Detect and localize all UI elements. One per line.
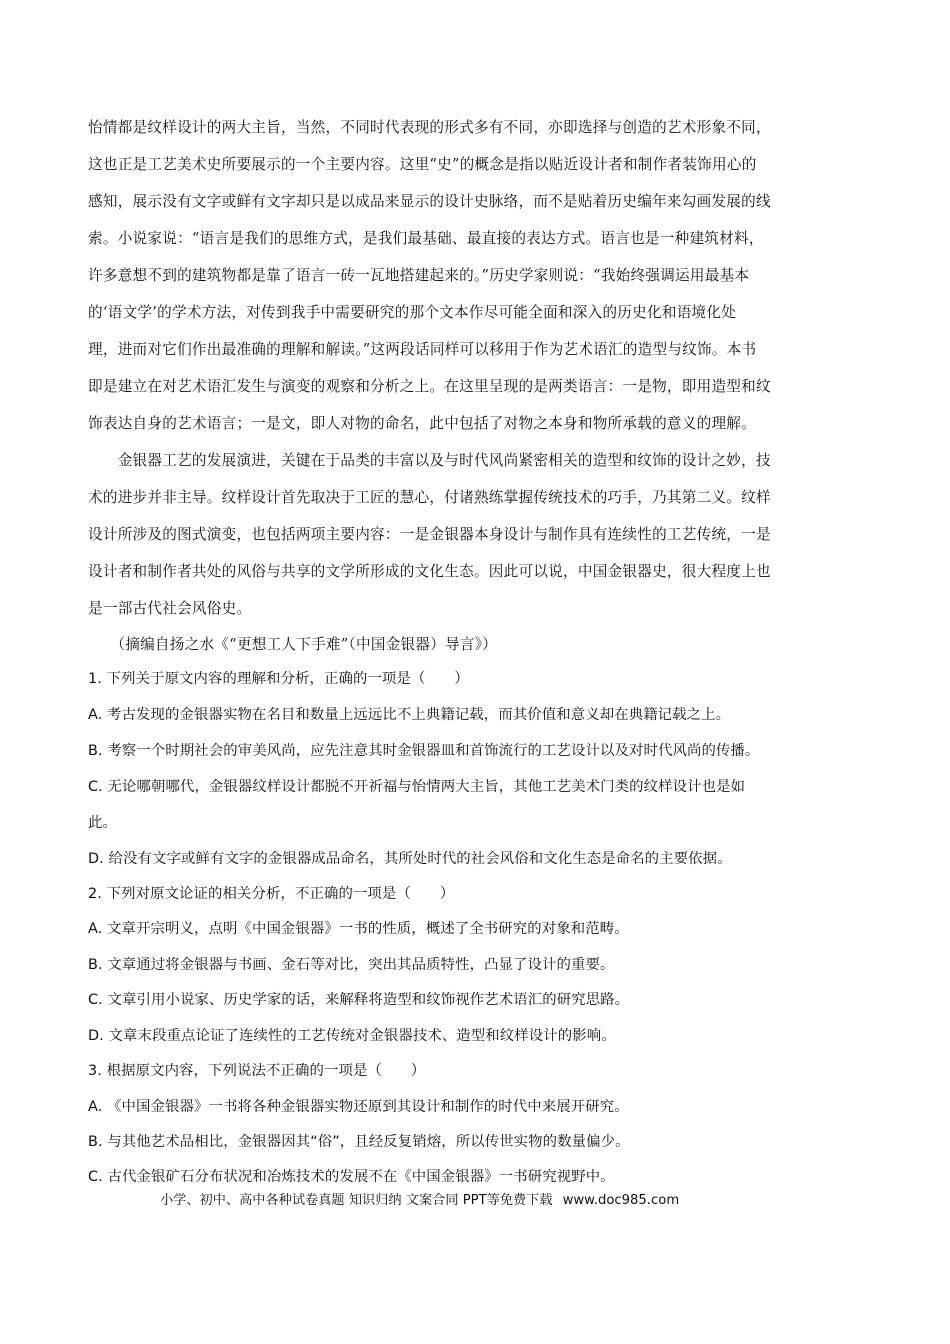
page-footer	[160, 1191, 679, 1211]
question-1-option-c: C. 无论哪朝哪代，金银器纹样设计都脱不开祈福与怡情两大主旨，其他工艺美术门类的纹样设计也是如	[88, 779, 746, 795]
article-line: 是一部古代社会风俗史。	[88, 600, 252, 617]
article-line: 设计所涉及的图式演变，也包括两项主要内容：一是金银器本身设计与制作具有连续性的工艺传统，一是	[88, 526, 771, 543]
article-line: 饰表达自身的艺术语言；一是文，即人对物的命名，此中包括了对物之本身和物所承载的意义的理解。	[88, 415, 756, 432]
article-line: 即是建立在对艺术语汇发生与演变的观察和分析之上。在这里呈现的是两类语言：一是物，即用造型和纹	[88, 378, 771, 395]
article-line: 许多意想不到的建筑物都是靠了语言一砖一瓦地搭建起来的。”历史学家则说：“我始终强调运用最基本	[88, 267, 750, 284]
question-3-option-c: C. 古代金银矿石分布状况和冶炼技术的发展不在《中国金银器》一书研究视野中。	[88, 1169, 615, 1185]
question-3-option-b: B. 与其他艺术品相比，金银器因其“俗”，且经反复销熔，所以传世实物的数量偏少。	[88, 1134, 630, 1150]
article-line: 术的进步并非主导。纹样设计首先取决于工匠的慧心，付诸熟练掌握传统技术的巧手，乃其第二义。纹样	[88, 489, 771, 506]
article-line: 怡情都是纹样设计的两大主旨，当然，不同时代表现的形式多有不同，亦即选择与创造的艺术形象不同，	[88, 119, 771, 136]
footer-url: www.doc985.com	[562, 1193, 680, 1208]
article-line: 感知，展示没有文字或鲜有文字却只是以成品来显示的设计史脉络，而不是贴着历史编年来勾画发展的线	[88, 193, 771, 210]
question-3-stem: 3. 根据原文内容，下列说法不正确的一项是（ ）	[88, 1063, 426, 1079]
question-3-option-a: A. 《中国金银器》一书将各种金银器实物还原到其设计和制作的时代中来展开研究。	[88, 1099, 629, 1115]
article-line: 理，进而对它们作出最准确的理解和解读。”这两段话同样可以移用于作为艺术语汇的造型与纹饰。本书	[88, 341, 757, 358]
article-line: 索。小说家说：“语言是我们的思维方式，是我们最基础、最直接的表达方式。语言也是一种建筑材料，	[88, 230, 764, 247]
article-line: 设计者和制作者共处的风俗与共享的文学所形成的文化生态。因此可以说，中国金银器史，很大程度上也	[88, 563, 771, 580]
article-line: 的‘语文学’的学术方法，对传到我手中需要研究的那个文本作尽可能全面和深入的历史化和语境化处	[88, 304, 737, 321]
question-2-stem: 2. 下列对原文论证的相关分析，不正确的一项是（ ）	[88, 886, 455, 902]
footer-text: 小学、初中、高中各种试卷真题 知识归纳 文案合同 PPT等免费下载	[160, 1193, 553, 1208]
question-1-option-a: A. 考古发现的金银器实物在名目和数量上远远比不上典籍记载，而其价值和意义却在典籍记载之上。	[88, 707, 731, 723]
source-citation: （摘编自扬之水《“更想工人下手难”（中国金银器）导言》）	[88, 636, 498, 653]
question-2-option-c: C. 文章引用小说家、历史学家的话，来解释将造型和纹饰视作艺术语汇的研究思路。	[88, 992, 630, 1008]
question-2-option-d: D. 文章末段重点论证了连续性的工艺传统对金银器技术、造型和纹样设计的影响。	[88, 1028, 616, 1044]
article-line: 金银器工艺的发展演进，关键在于品类的丰富以及与时代风尚紧密相关的造型和纹饰的设计之妙，技	[88, 452, 771, 469]
question-1-stem: 1. 下列关于原文内容的理解和分析，正确的一项是（ ）	[88, 671, 469, 687]
question-2-option-a: A. 文章开宗明义，点明《中国金银器》一书的性质，概述了全书研究的对象和范畴。	[88, 921, 629, 937]
question-1-option-b: B. 考察一个时期社会的审美风尚，应先注意其时金银器皿和首饰流行的工艺设计以及对时代风尚的传播。	[88, 743, 760, 759]
question-1-option-c-continued: 此。	[88, 815, 117, 831]
article-line: 这也正是工艺美术史所要展示的一个主要内容。这里“史”的概念是指以贴近设计者和制作者装饰用心的	[88, 156, 757, 173]
question-1-option-d: D. 给没有文字或鲜有文字的金银器成品命名，其所处时代的社会风俗和文化生态是命名的主要依据。	[88, 851, 732, 867]
question-2-option-b: B. 文章通过将金银器与书画、金石等对比，突出其品质特性，凸显了设计的重要。	[88, 957, 615, 973]
